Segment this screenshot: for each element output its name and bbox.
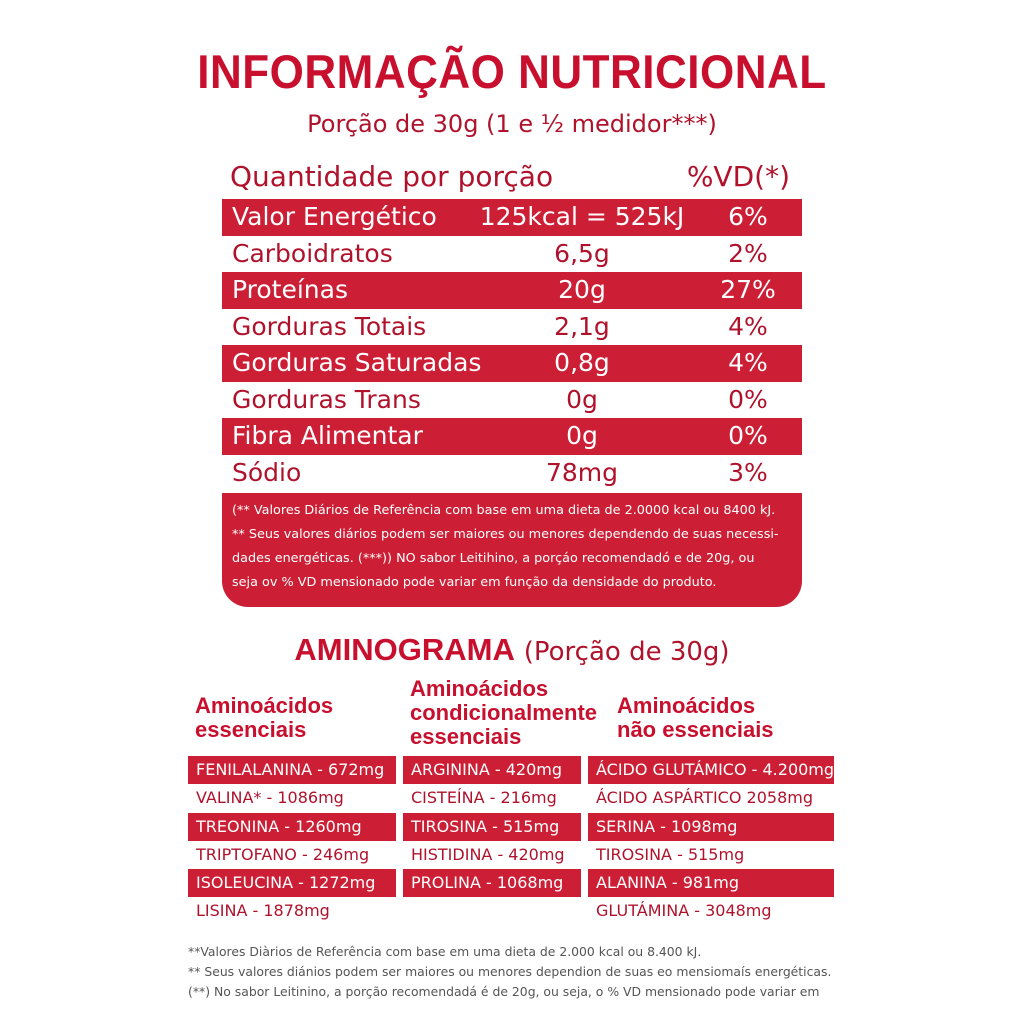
table-row (222, 309, 802, 346)
footnote-line: seja ov % VD mensionado pode variar em função da densidade do produto. (232, 575, 717, 590)
note-line: **Valores Diàrios de Referência com base em uma dieta de 2.000 kcal ou 8.400 kJ. (188, 944, 702, 959)
amino-column-conditional (403, 756, 581, 897)
nutrient-amount: 0g (566, 421, 598, 450)
list-item: HISTIDINA - 420mg (403, 841, 581, 869)
title: INFORMAÇÃO NUTRICIONAL (197, 46, 827, 99)
nutrient-name: Sódio (232, 457, 302, 487)
column-heading-line: condicionalmente (410, 700, 598, 725)
nutrient-amount: 0g (566, 384, 598, 414)
column-heading-line: Aminoácidos (195, 693, 334, 718)
vd-header: %VD(*) (686, 160, 790, 193)
list-item: PROLINA - 1068mg (403, 869, 581, 897)
table-row (222, 418, 802, 455)
list-item: SERINA - 1098mg (588, 813, 834, 841)
table-row (222, 236, 802, 273)
footnote-line: dades energéticas. (***)) NO sabor Leitihino, a porçáo recomendadó e de 20g, ou (232, 551, 755, 566)
amino-column-nonessential (588, 756, 834, 926)
portion-subtitle: Porção de 30g (1 e ½ medidor***) (307, 110, 717, 138)
column-heading-nonessential (617, 694, 774, 742)
list-item: FENILALANINA - 672mg (188, 756, 396, 784)
list-item: LISINA - 1878mg (188, 897, 396, 925)
column-heading-line: Aminoácidos (410, 676, 549, 701)
amino-column-essential (188, 756, 396, 926)
nutrient-vd: 0% (728, 421, 768, 450)
nutrition-table (222, 199, 802, 491)
nutrient-amount: 2,1g (554, 311, 610, 341)
nutrient-name: Carboidratos (232, 238, 393, 268)
bottom-notes (188, 942, 848, 1002)
nutrient-vd: 0% (728, 384, 768, 414)
column-heading-line: não essenciais (617, 717, 774, 742)
nutrient-amount: 20g (558, 275, 606, 304)
list-item: ARGININA - 420mg (403, 756, 581, 784)
nutrient-vd: 6% (728, 202, 768, 231)
nutrient-amount: 78mg (545, 457, 619, 487)
list-item: ALANINA - 981mg (588, 869, 834, 897)
nutrient-vd: 4% (728, 348, 768, 377)
quantity-header: Quantidade por porção (230, 160, 554, 193)
aminograma-subtitle: (Porção de 30g) (523, 637, 730, 667)
list-item: GLUTÁMINA - 3048mg (588, 897, 834, 925)
nutrient-name: Proteínas (232, 275, 348, 304)
column-heading-line: essenciais (410, 724, 522, 749)
list-item: TIROSINA - 515mg (403, 813, 581, 841)
note-line: (**) No sabor Leitinino, a porção recomendadá é de 20g, ou seja, o % VD mensionado pode variar em (188, 984, 820, 999)
footnote-box (222, 493, 802, 607)
nutrient-name: Gorduras Saturadas (232, 348, 482, 377)
nutrient-name: Valor Energético (232, 202, 437, 231)
list-item: ISOLEUCINA - 1272mg (188, 869, 396, 897)
nutrient-vd: 3% (728, 457, 768, 487)
table-row (222, 382, 802, 419)
aminograma-heading (0, 632, 1024, 668)
nutrient-name: Fibra Alimentar (232, 421, 423, 450)
list-item: ÁCIDO GLUTÁMICO - 4.200mg (588, 756, 834, 784)
list-item: CISTEÍNA - 216mg (403, 784, 581, 812)
nutrient-vd: 4% (728, 311, 768, 341)
note-line: ** Seus valores diánios podem ser maiores ou menores dependion de suas eo mensiomaís energéticas. (188, 964, 832, 979)
column-heading-conditional (410, 677, 597, 749)
nutrient-vd: 27% (720, 275, 776, 304)
aminograma-title: AMINOGRAMA (294, 632, 515, 667)
column-heading-line: Aminoácidos (617, 693, 756, 718)
list-item: VALINA* - 1086mg (188, 784, 396, 812)
table-header (222, 160, 802, 198)
nutrient-vd: 2% (728, 238, 768, 268)
column-heading-essential (195, 694, 333, 742)
list-item: ÁCIDO ASPÁRTICO 2058mg (588, 784, 834, 812)
table-row (222, 199, 802, 236)
list-item: TRIPTOFANO - 246mg (188, 841, 396, 869)
table-row (222, 455, 802, 492)
nutrient-name: Gorduras Trans (232, 384, 421, 414)
list-item: TIROSINA - 515mg (588, 841, 834, 869)
nutrient-name: Gorduras Totais (232, 311, 427, 341)
nutrient-amount: 6,5g (554, 238, 610, 268)
list-item: TREONINA - 1260mg (188, 813, 396, 841)
column-heading-line: essenciais (195, 717, 307, 742)
nutrient-amount: 0,8g (554, 348, 610, 377)
nutrient-amount: 125kcal = 525kJ (479, 202, 685, 231)
footnote-line: ** Seus valores diários podem ser maiores ou menores dependendo de suas necessi- (232, 527, 779, 542)
table-row (222, 345, 802, 382)
footnote-line: (** Valores Diários de Referência com base em uma dieta de 2.0000 kcal ou 8400 kJ. (232, 503, 776, 518)
table-row (222, 272, 802, 309)
